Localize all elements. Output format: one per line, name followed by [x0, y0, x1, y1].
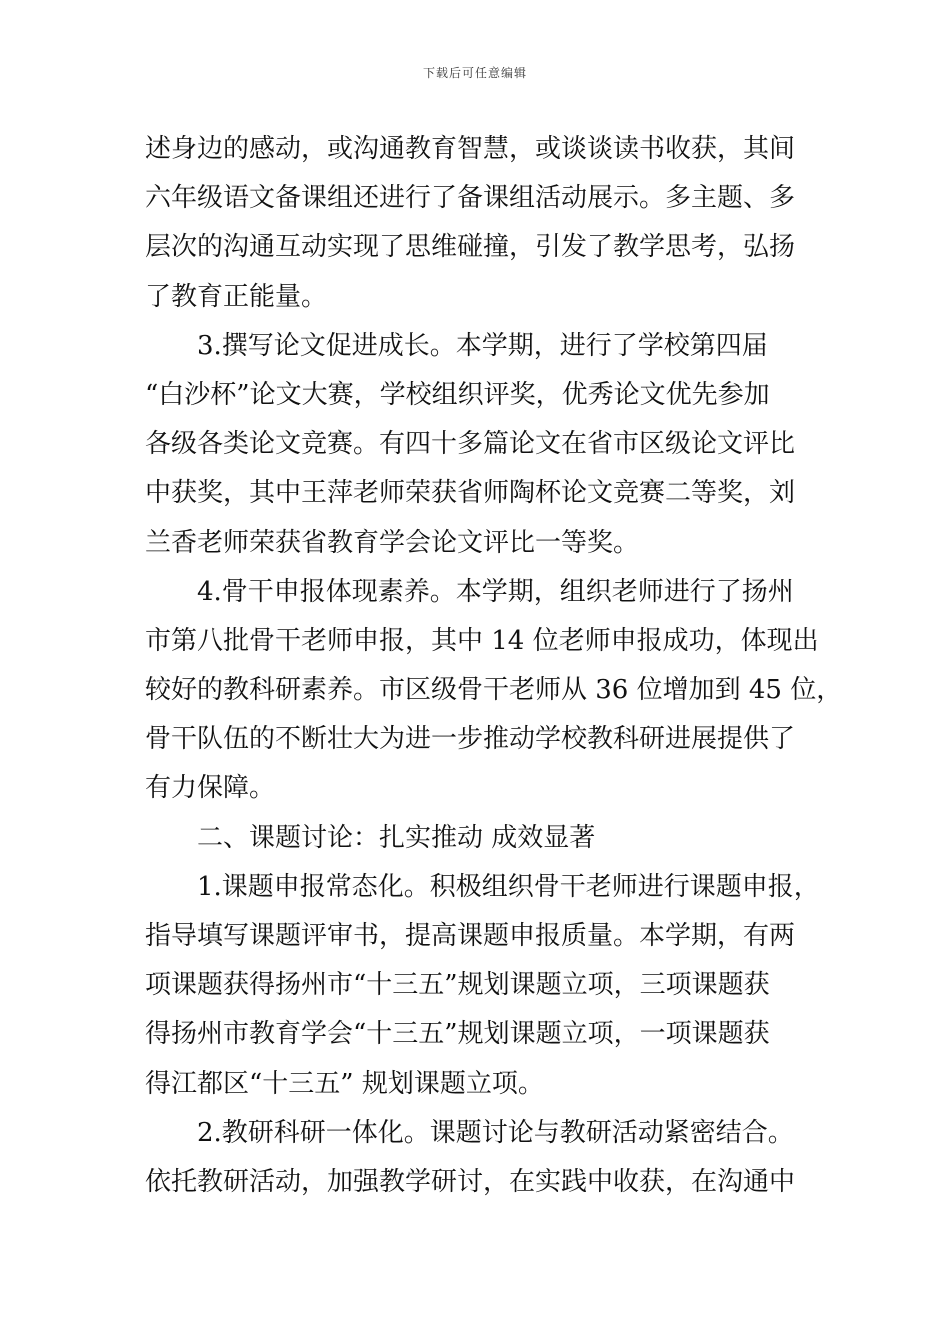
text-line: 兰香老师荣获省教育学会论文评比一等奖。	[145, 527, 640, 558]
document-body	[145, 125, 843, 1207]
text-line: 层次的沟通互动实现了思维碰撞，引发了教学思考，弘扬	[145, 232, 796, 263]
text-line: 得扬州市教育学会“十三五”规划课题立项，一项课题获	[145, 1019, 770, 1050]
text-line: 中获奖，其中王萍老师荣获省师陶杯论文竞赛二等奖，刘	[145, 478, 796, 509]
text-line: 项课题获得扬州市“十三五”规划课题立项，三项课题获	[145, 970, 770, 1001]
text-line: 述身边的感动，或沟通教育智慧，或谈谈读书收获，其间	[145, 134, 796, 164]
text-line: 市第八批骨干老师申报，其中 14 位老师申报成功，体现出	[145, 625, 819, 656]
text-line: 4.骨干申报体现素养。本学期，组织老师进行了扬州	[197, 576, 794, 607]
text-line: 指导填写课题评审书，提高课题申报质量。本学期，有两	[145, 921, 796, 951]
text-line: 了教育正能量。	[145, 281, 328, 312]
header-note: 下载后可任意编辑	[422, 66, 527, 80]
text-line: 较好的教科研素养。市区级骨干老师从 36 位增加到 45 位，	[145, 675, 843, 706]
text-line: 各级各类论文竞赛。有四十多篇论文在省市区级论文评比	[145, 429, 796, 460]
text-line: “白沙杯”论文大赛，学校组织评奖，优秀论文优先参加	[145, 379, 770, 410]
text-line: 得江都区“十三五” 规划课题立项。	[145, 1068, 544, 1099]
text-line: 依托教研活动，加强教学研讨，在实践中收获，在沟通中	[145, 1166, 796, 1197]
text-line: 二、课题讨论：扎实推动 成效显著	[197, 822, 596, 853]
text-line: 1.课题申报常态化。积极组织骨干老师进行课题申报，	[197, 871, 820, 902]
text-line: 3.撰写论文促进成长。本学期，进行了学校第四届	[197, 330, 768, 361]
text-line: 有力保障。	[145, 773, 276, 804]
text-line: 六年级语文备课组还进行了备课组活动展示。多主题、多	[145, 183, 796, 214]
text-line: 2.教研科研一体化。课题讨论与教研活动紧密结合。	[197, 1117, 794, 1148]
text-line: 骨干队伍的不断壮大为进一步推动学校教科研进展提供了	[145, 724, 796, 755]
